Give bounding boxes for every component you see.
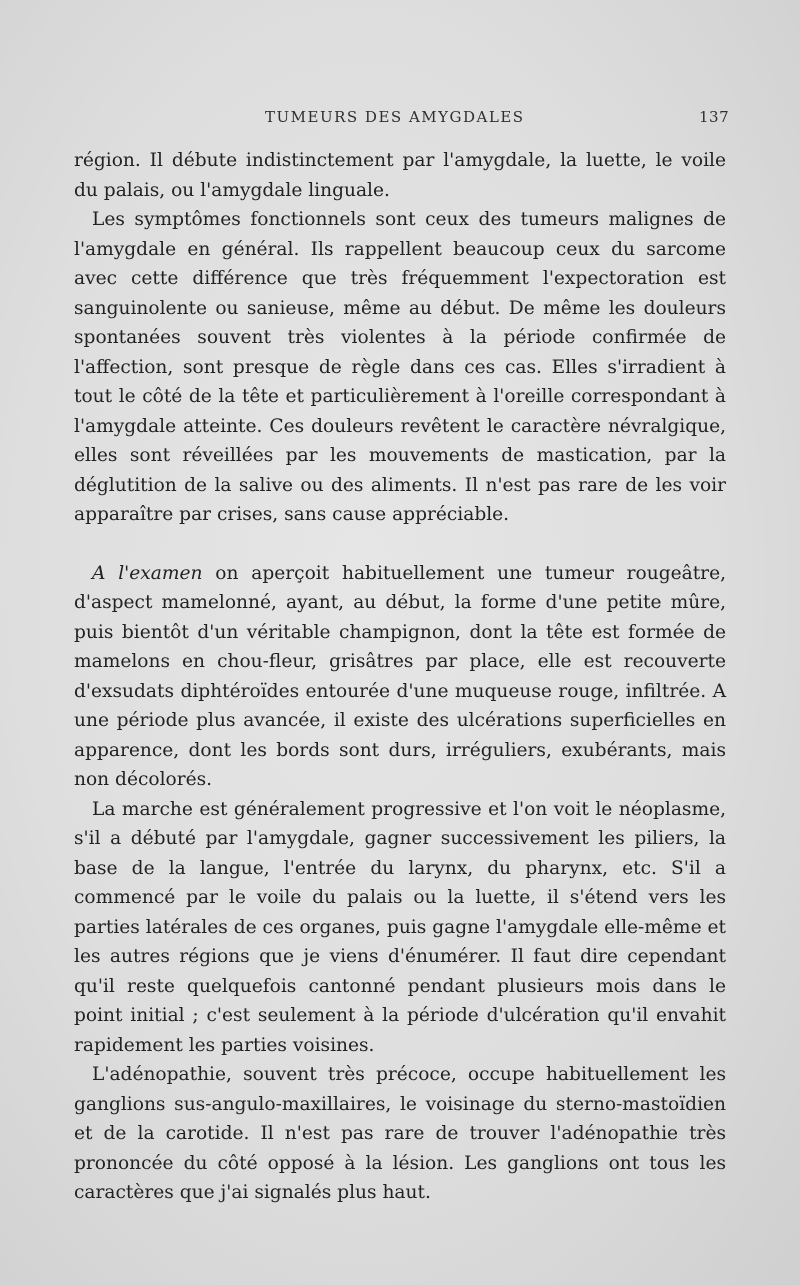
running-head bbox=[0, 108, 800, 132]
paragraph-progression: La marche est généralement progressive et l'on voit le néoplasme, s'il a débuté par l'amygdale, gagner successivement les piliers, la base de la langue, l'entrée du larynx, du pharynx, etc. S'il a commencé par le voile du palais ou la luette, il s'étend vers les parties latérales de ces organes, puis gagne l'amygdale elle-même et les autres régions que je viens d'énumérer. Il faut dire cependant qu'il reste quelquefois cantonné pendant plusieurs mois dans le point initial ; c'est seulement à la période d'ulcération qu'il envahit rapidement les parties voisines. bbox=[74, 798, 726, 1056]
paragraph-adenopathy: L'adénopathie, souvent très précoce, occupe habituellement les ganglions sus-angulo-maxillaires, le voisinage du sterno-mastoïdien et de la carotide. Il n'est pas rare de trouver l'adénopathie très prononcée du côté opposé à la lésion. Les ganglions ont tous les caractères que j'ai signalés plus haut. bbox=[74, 1064, 726, 1203]
paragraph-continuation: région. Il débute indistinctement par l'amygdale, la luette, le voile du palais, ou l'amygdale linguale. bbox=[74, 150, 726, 201]
paragraph-examination bbox=[74, 559, 726, 795]
paragraph-symptoms: Les symptômes fonctionnels sont ceux des tumeurs malignes de l'amygdale en général. Ils rappellent beaucoup ceux du sarcome avec cette différence que très fréquemment l'expectoration est sanguinolente ou sanieuse, même au début. De même les douleurs spontanées souvent très violentes à la période confirmée de l'affection, sont presque de règle dans ces cas. Elles s'irradient à tout le côté de la tête et particulièrement à l'oreille correspondant à l'amygdale atteinte. Ces douleurs revêtent le caractère névralgique, elles sont réveillées par les mouvements de mastication, par la déglutition de la salive ou des aliments. Il n'est pas rare de les voir apparaître par crises, sans cause appréciable. bbox=[74, 209, 726, 525]
running-title: TUMEURS DES AMYGDALES bbox=[265, 108, 525, 126]
examination-lead: A l'examen bbox=[92, 562, 203, 584]
examination-text: on aperçoit habituellement une tumeur rougeâtre, d'aspect mamelonné, ayant, au début, la forme d'une petite mûre, puis bientôt d'un véritable champignon, dont la tête est formée de mamelons en chou-fleur, grisâtres par place, elle est recouverte d'exsudats diphtéroïdes entourée d'une muqueuse rouge, infiltrée. A une période plus avancée, il existe des ulcérations superficielles en apparence, dont les bords sont durs, irréguliers, exubérants, mais non décolorés. bbox=[74, 562, 726, 790]
page-number: 137 bbox=[699, 108, 730, 126]
body-text bbox=[74, 146, 726, 1208]
